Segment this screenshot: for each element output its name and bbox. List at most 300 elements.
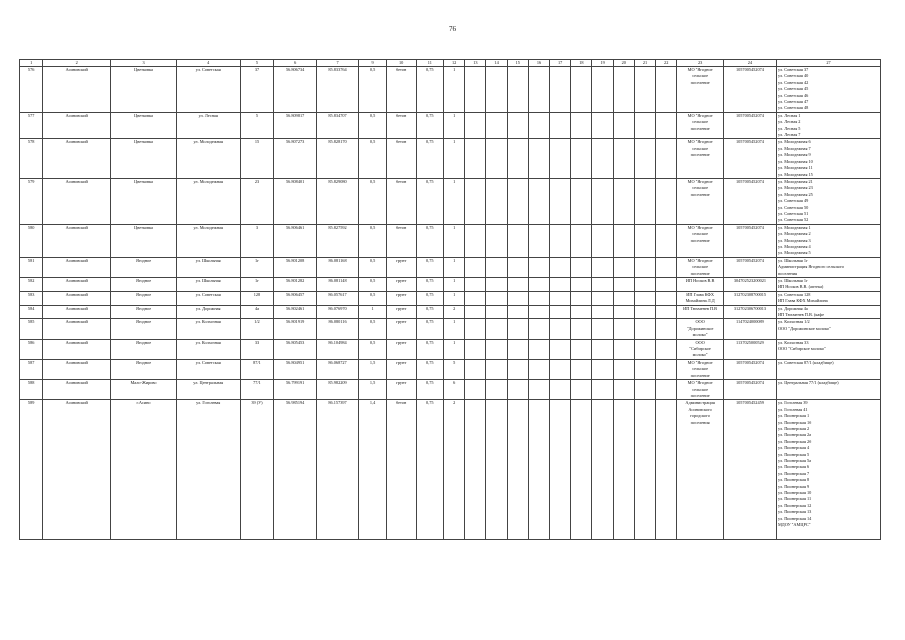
organization-cell [677,178,724,224]
source-address-line: ИП Носков В.В. (аптека) [777,284,824,290]
volume-cell: 0,75 [416,224,444,257]
source-address-line: ул. Советская 48 [777,105,809,111]
latitude-cell: 56.801919 [274,319,316,339]
longitude-cell: 85.833764 [316,67,358,113]
empty-cell [550,305,571,319]
surface-cell: бетон [386,400,416,540]
empty-cell [592,359,613,379]
district-cell: Асиновский [43,359,111,379]
source-address-line: ул. Советская 40 [777,73,809,79]
locality-cell: Ягодное [111,319,177,339]
source-address-line: ул. Пионерская 1 [777,413,810,419]
source-address-line: ул. Советская 46 [777,92,809,98]
container-count-cell: 1 [444,257,465,277]
source-address-line: ул. Пионерская 8 [777,477,810,483]
source-address-line: ул. Советская 45 [777,86,809,92]
row-number: 588 [20,380,43,400]
organization-line: сельское [692,185,709,191]
organization-line: сельское [692,145,709,151]
column-number: 9 [359,60,387,67]
empty-cell [613,278,634,292]
empty-cell [613,359,634,379]
empty-cell [486,139,507,178]
source-address-line: ул. Лесная 2 [777,119,801,125]
empty-cell [465,178,486,224]
empty-cell [550,319,571,339]
organization-line: МО "Ягодное [687,359,713,365]
source-address-line: ул. Молодежная 10 [777,158,813,164]
ogrn-cell: 1137025000529 [723,339,776,359]
area-cell: 0,5 [359,339,387,359]
street-cell: ул. Колхозная [176,339,240,359]
area-cell: 1,4 [359,400,387,540]
longitude-cell: 86.057617 [316,291,358,305]
empty-cell [507,339,528,359]
latitude-cell: 56.804951 [274,359,316,379]
empty-cell [656,291,677,305]
longitude-cell: 86.081148 [316,278,358,292]
table-row [20,291,881,305]
organization-line: ИП Носков В.В [685,278,715,283]
organization-line: "Дорожинское [686,325,714,331]
empty-cell [634,112,655,139]
empty-cell [613,380,634,400]
empty-cell [656,67,677,113]
district-cell: Асиновский [43,139,111,178]
organization-line: поселение [690,270,710,276]
empty-cell [634,224,655,257]
organization-cell [677,278,724,292]
organization-line: сельское [692,264,709,270]
organization-line: ИП Тюхменев П.В [683,305,718,311]
area-cell: 1,5 [359,359,387,379]
locality-cell: Ягодное [111,257,177,277]
organization-line: ООО [695,339,705,345]
longitude-cell: 86.081168 [316,257,358,277]
district-cell: Асиновский [43,67,111,113]
empty-cell [507,278,528,292]
empty-cell [486,380,507,400]
volume-cell: 0,75 [416,112,444,139]
surface-cell: бетон [386,178,416,224]
organization-line: поселение [690,392,710,398]
surface-cell: грунт [386,380,416,400]
waste-sources-cell [776,319,880,339]
container-count-cell: 1 [444,112,465,139]
empty-cell [656,359,677,379]
row-number: 586 [20,339,43,359]
waste-sources-cell [776,291,880,305]
empty-cell [656,224,677,257]
empty-cell [528,257,549,277]
latitude-cell: 56.806734 [274,67,316,113]
organization-line: сельское [692,231,709,237]
empty-cell [507,257,528,277]
empty-cell [613,291,634,305]
empty-cell [656,178,677,224]
empty-cell [656,278,677,292]
empty-cell [571,224,592,257]
column-number: 11 [416,60,444,67]
source-address-line: ул. Школьная 1г [777,278,808,283]
empty-cell [550,278,571,292]
organization-cell [677,359,724,379]
ogrn-cell: 312702308700015 [723,291,776,305]
organization-line: Асиновского [688,406,712,412]
house-cell: 37 [240,67,274,113]
organization-line: поселение [690,152,710,158]
empty-cell [528,400,549,540]
empty-cell [550,359,571,379]
organization-cell [677,139,724,178]
source-address-line: ул. Молодежная 2 [777,231,811,237]
longitude-cell: 86.157397 [316,400,358,540]
empty-cell [528,67,549,113]
empty-cell [634,139,655,178]
empty-cell [592,278,613,292]
source-address-line: ул. Пионерская 6 [777,464,810,470]
empty-cell [528,305,549,319]
longitude-cell: 86.076970 [316,305,358,319]
empty-cell [550,112,571,139]
container-count-cell: 1 [444,319,465,339]
locality-cell: Ягодное [111,339,177,359]
locality-cell: Цветковка [111,112,177,139]
empty-cell [465,139,486,178]
waste-sources-cell [776,178,880,224]
longitude-cell: 85.829080 [316,178,358,224]
locality-cell: Ягодное [111,359,177,379]
district-cell: Асиновский [43,400,111,540]
empty-cell [486,359,507,379]
district-cell: Асиновский [43,257,111,277]
empty-cell [507,139,528,178]
source-address-line: ул. Молодежная 21 [777,178,813,184]
source-address-line: ул. Молодежная 25 [777,191,813,197]
surface-cell: бетон [386,224,416,257]
source-address-line: ул. Советская 47 [777,99,809,105]
empty-cell [613,178,634,224]
empty-cell [507,400,528,540]
empty-cell [550,67,571,113]
source-address-line: ул. Лесная 7 [777,132,801,138]
empty-cell [613,257,634,277]
empty-cell [634,359,655,379]
surface-cell: грунт [386,291,416,305]
house-cell: 1/2 [240,319,274,339]
volume-cell: 0,75 [416,178,444,224]
empty-cell [528,178,549,224]
volume-cell: 0,75 [416,380,444,400]
surface-cell: бетон [386,112,416,139]
empty-cell [528,224,549,257]
volume-cell: 0,75 [416,305,444,319]
surface-cell: грунт [386,257,416,277]
district-cell: Асиновский [43,112,111,139]
source-address-line: ул. Советская 49 [777,198,809,204]
source-address-line: ул. Советская 42 [777,79,809,85]
waste-sources-cell [776,112,880,139]
house-cell: 15 [240,139,274,178]
house-cell: 33 [240,339,274,359]
empty-cell [550,224,571,257]
latitude-cell: 56.806457 [274,291,316,305]
source-address-line: МДОУ "АМЦРС" [777,522,811,528]
source-address-line: ул. Пионерская 5 [777,451,810,457]
table-row [20,400,881,540]
empty-cell [571,112,592,139]
source-address-line: ул. Пионерская 12 [777,502,812,508]
empty-cell [465,380,486,400]
area-cell: 0,5 [359,112,387,139]
column-number: 6 [274,60,316,67]
empty-cell [528,112,549,139]
source-address-line: ул. Советская 128 [777,291,811,297]
street-cell: ул. Школьная [176,278,240,292]
source-address-line: поселения [777,270,798,276]
empty-cell [656,305,677,319]
source-address-line: Администрация Ягодного сельского [777,264,845,270]
locality-cell: г.Асино [111,400,177,540]
empty-cell [592,305,613,319]
latitude-cell: 56.985194 [274,400,316,540]
organization-line: ИП Глава КФХ [686,291,714,297]
street-cell: ул. Центральная [176,380,240,400]
area-cell: 0,5 [359,67,387,113]
source-address-line: ул. Молодежная 5 [777,250,811,256]
empty-cell [571,67,592,113]
house-cell: 39 (У) [240,400,274,540]
volume-cell: 0,75 [416,278,444,292]
house-cell: 128 [240,291,274,305]
area-cell: 0,5 [359,224,387,257]
source-address-line: ИП Глава КФХ Михайлина [777,298,828,304]
organization-line: поселение [690,125,710,131]
empty-cell [465,319,486,339]
empty-cell [592,319,613,339]
empty-cell [656,319,677,339]
row-number: 580 [20,224,43,257]
empty-cell [634,305,655,319]
source-address-line: ул. Советская 52 [777,217,809,223]
organization-cell [677,67,724,113]
source-address-line: ул. Пионерская 2 [777,425,810,431]
empty-cell [613,305,634,319]
district-cell: Асиновский [43,380,111,400]
source-address-line: ул. Молодежная 6 [777,139,811,145]
column-number-row [20,60,881,67]
volume-cell: 0,75 [416,339,444,359]
street-cell: ул. Молодежная [176,139,240,178]
empty-cell [486,400,507,540]
district-cell: Асиновский [43,178,111,224]
table-row [20,139,881,178]
organization-line: городского [690,413,711,419]
column-number: 16 [528,60,549,67]
waste-sources-cell [776,380,880,400]
street-cell: ул. Школьная [176,257,240,277]
source-address-line: ул. Пионерская 9 [777,483,810,489]
empty-cell [634,257,655,277]
organization-line: молоко" [692,332,708,338]
empty-cell [613,112,634,139]
organization-line: МО "Ягодное [687,112,713,118]
empty-cell [592,139,613,178]
source-address-line: ул. Пионерская 7 [777,470,810,476]
empty-cell [528,278,549,292]
source-address-line: ООО "Дорожинское молоко" [777,325,831,331]
longitude-cell: 85.982209 [316,380,358,400]
area-cell: 0,5 [359,291,387,305]
empty-cell [634,178,655,224]
source-address-line: ул. Молодежная 23 [777,185,813,191]
waste-sources-cell [776,339,880,359]
column-number: 21 [634,60,655,67]
empty-cell [634,278,655,292]
ogrn-cell: 1057005452074 [723,139,776,178]
organization-line: сельское [692,119,709,125]
organization-cell [677,380,724,400]
street-cell: ул. Советская [176,359,240,379]
empty-cell [613,224,634,257]
surface-cell: бетон [386,67,416,113]
column-number: 27 [776,60,880,67]
waste-sources-cell [776,67,880,113]
container-count-cell: 1 [444,224,465,257]
organization-line: МО "Ягодное [687,67,713,72]
locality-cell: Цветковка [111,224,177,257]
empty-cell [613,400,634,540]
empty-cell [613,67,634,113]
empty-cell [571,319,592,339]
organization-cell [677,319,724,339]
empty-cell [571,400,592,540]
surface-cell: грунт [386,319,416,339]
empty-cell [634,400,655,540]
house-cell: 1г [240,278,274,292]
empty-cell [465,305,486,319]
waste-sources-cell [776,278,880,292]
empty-cell [656,380,677,400]
empty-cell [592,67,613,113]
ogrn-cell: 304702523200021 [723,278,776,292]
volume-cell: 0,75 [416,257,444,277]
empty-cell [592,339,613,359]
surface-cell: грунт [386,305,416,319]
source-address-line: ИП Тюхменев П.В. (кафе [777,312,825,318]
empty-cell [507,112,528,139]
house-cell: 4а [240,305,274,319]
container-count-cell: 1 [444,278,465,292]
empty-cell [465,278,486,292]
table-row [20,278,881,292]
container-count-cell: 1 [444,291,465,305]
volume-cell: 0,75 [416,359,444,379]
empty-cell [465,400,486,540]
empty-cell [571,291,592,305]
organization-cell [677,224,724,257]
row-number: 583 [20,291,43,305]
organization-line: МО "Ягодное [687,139,713,145]
table-row [20,224,881,257]
empty-cell [550,291,571,305]
source-address-line: ООО "Сибирское молоко" [777,346,826,352]
locality-cell: Мало-Жирово [111,380,177,400]
surface-cell: бетон [386,139,416,178]
source-address-line: ул. Пионерская 1б [777,419,812,425]
house-cell: 3 [240,224,274,257]
source-address-line: ул. Колхозная 1/2 [777,319,810,325]
empty-cell [465,339,486,359]
row-number: 584 [20,305,43,319]
street-cell: ул. Молодежная [176,178,240,224]
column-number: 24 [723,60,776,67]
latitude-cell: 56.802461 [274,305,316,319]
area-cell: 1 [359,305,387,319]
column-number: 22 [656,60,677,67]
ogrn-cell: 312702306700013 [723,305,776,319]
source-address-line: ул. Школьная 1г [777,257,808,263]
empty-cell [571,178,592,224]
empty-cell [656,339,677,359]
row-number: 585 [20,319,43,339]
empty-cell [656,400,677,540]
empty-cell [486,319,507,339]
source-address-line: ул. Пионерская 5а [777,457,812,463]
row-number: 587 [20,359,43,379]
organization-line: МО "Ягодное [687,257,713,263]
organization-line: сельское [692,386,709,392]
table-row [20,339,881,359]
empty-cell [486,67,507,113]
empty-cell [634,291,655,305]
empty-cell [486,278,507,292]
ogrn-cell: 1057005452074 [723,178,776,224]
source-address-line: ул. Пионерская 2б [777,438,812,444]
latitude-cell: 56.807273 [274,139,316,178]
table-row [20,319,881,339]
organization-cell [677,339,724,359]
ogrn-cell: 1057005452074 [723,257,776,277]
column-number: 7 [316,60,358,67]
waste-sources-cell [776,305,880,319]
surface-cell: грунт [386,339,416,359]
empty-cell [592,380,613,400]
empty-cell [507,359,528,379]
row-number: 582 [20,278,43,292]
source-address-line: ул. Центральная 77/1 (кладбище) [777,380,839,386]
source-address-line: ул. Пионерская 11 [777,496,812,502]
empty-cell [571,257,592,277]
empty-cell [571,278,592,292]
organization-line: поселение [690,191,710,197]
container-count-cell: 5 [444,359,465,379]
empty-cell [592,400,613,540]
column-number: 15 [507,60,528,67]
street-cell: ул. Колхозная [176,319,240,339]
area-cell: 0,5 [359,178,387,224]
street-cell: ул. Лесная [176,112,240,139]
empty-cell [507,67,528,113]
empty-cell [507,319,528,339]
volume-cell: 0,75 [416,319,444,339]
empty-cell [550,178,571,224]
organization-line: поселения [690,419,710,425]
empty-cell [486,178,507,224]
street-cell: ул. Гоголевая [176,400,240,540]
empty-cell [486,257,507,277]
empty-cell [486,305,507,319]
